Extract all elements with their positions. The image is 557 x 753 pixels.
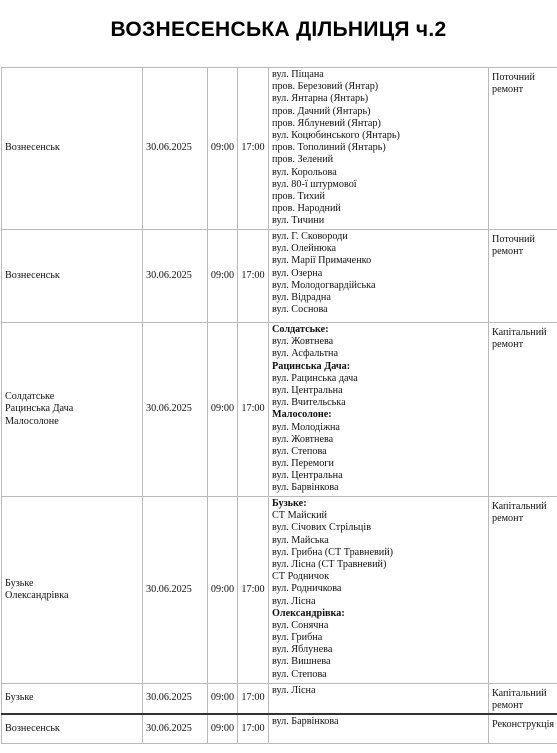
street-item: вул. Барвінкова bbox=[272, 482, 339, 494]
street-item: вул. Центральна bbox=[272, 470, 343, 482]
table-row bbox=[2, 714, 557, 744]
schedule-body bbox=[2, 68, 557, 744]
settlement-cell bbox=[2, 497, 143, 684]
street-item: вул. 80-ї штурмової bbox=[272, 178, 357, 190]
settlement-heading: Солдатське: bbox=[272, 324, 329, 335]
work-type-cell: Поточний ремонт bbox=[489, 68, 557, 230]
street-item: вул. Вчительська bbox=[272, 397, 346, 409]
street-item: вул. Янтарна (Янтарь) bbox=[272, 93, 369, 105]
street-item: вул. Родничкова bbox=[272, 583, 342, 595]
date-cell: 30.06.2025 bbox=[143, 68, 208, 230]
street-item: вул. Лісна (СТ Травневий) bbox=[272, 558, 387, 570]
settlement-cell bbox=[2, 68, 143, 230]
street-item: вул. Тичини bbox=[272, 215, 325, 227]
end-time-cell: 17:00 bbox=[238, 714, 269, 744]
start-time-cell: 09:00 bbox=[208, 68, 238, 230]
table-row bbox=[2, 497, 557, 684]
street-item: вул. Барвінкова bbox=[272, 715, 339, 727]
street-item: вул. Соснова bbox=[272, 304, 328, 316]
streets-cell bbox=[269, 323, 489, 497]
street-item: вул. Молодогвардійська bbox=[272, 279, 376, 291]
street-item: пров. Тихий bbox=[272, 190, 325, 202]
street-item: вул. Лісна bbox=[272, 685, 316, 696]
start-time-cell: 09:00 bbox=[208, 323, 238, 497]
settlement-cell bbox=[2, 684, 143, 714]
street-item: вул. Грибна (СТ Травневий) bbox=[272, 546, 394, 558]
street-item: вул. Жовтнева bbox=[272, 433, 334, 445]
street-item: вул. Лісна bbox=[272, 595, 316, 607]
work-type-cell: Капітальний ремонт bbox=[489, 684, 557, 714]
street-item: вул. Олейнюка bbox=[272, 243, 337, 255]
street-item: пров. Дачний (Янтарь) bbox=[272, 105, 371, 117]
street-item: вул. Грибна bbox=[272, 632, 323, 644]
start-time-cell: 09:00 bbox=[208, 497, 238, 684]
settlement-name: Вознесенськ bbox=[5, 722, 60, 734]
street-item: вул. Озерна bbox=[272, 267, 323, 279]
street-item: пров. Яблуневий (Янтар) bbox=[272, 117, 381, 129]
street-item: вул. Степова bbox=[272, 668, 327, 680]
work-type-cell: Поточний ремонт bbox=[489, 230, 557, 323]
street-item: вул. Молодіжна bbox=[272, 421, 340, 433]
street-item: вул. Січових Стрільців bbox=[272, 522, 372, 534]
street-item: вул. Центральна bbox=[272, 384, 343, 396]
settlement-heading: Бузьке: bbox=[272, 498, 307, 509]
end-time-cell: 17:00 bbox=[238, 230, 269, 323]
street-item: вул. Жовтнева bbox=[272, 336, 334, 348]
street-item: вул. Яблунева bbox=[272, 644, 333, 656]
end-time-cell: 17:00 bbox=[238, 68, 269, 230]
settlement-cell bbox=[2, 323, 143, 497]
street-item: вул. Вишнева bbox=[272, 656, 331, 668]
street-item: пров. Тополиний (Янтарь) bbox=[272, 142, 386, 154]
street-item: вул. Перемоги bbox=[272, 458, 334, 470]
end-time-cell: 17:00 bbox=[238, 497, 269, 684]
settlement-name: Вознесенськ bbox=[5, 269, 60, 281]
settlement-name: Бузьке bbox=[5, 692, 34, 704]
page-title: ВОЗНЕСЕНСЬКА ДІЛЬНИЦЯ ч.2 bbox=[110, 18, 447, 41]
date-cell: 30.06.2025 bbox=[143, 714, 208, 744]
streets-cell bbox=[269, 684, 489, 714]
settlement-name: Малосолоне bbox=[5, 415, 59, 427]
work-type-cell: Реконструкція bbox=[489, 714, 557, 744]
date-cell: 30.06.2025 bbox=[143, 684, 208, 714]
street-item: пров. Народний bbox=[272, 203, 341, 215]
streets-cell bbox=[269, 230, 489, 323]
settlement-cell bbox=[2, 714, 143, 744]
work-type-cell: Капітальний ремонт bbox=[489, 323, 557, 497]
settlement-name: Бузьке bbox=[5, 577, 34, 589]
table-row bbox=[2, 230, 557, 323]
work-type-cell: Капітальний ремонт bbox=[489, 497, 557, 684]
end-time-cell: 17:00 bbox=[238, 684, 269, 714]
streets-cell bbox=[269, 714, 489, 744]
street-item: вул. Відрадна bbox=[272, 291, 331, 303]
date-cell: 30.06.2025 bbox=[143, 323, 208, 497]
start-time-cell: 09:00 bbox=[208, 230, 238, 323]
street-item: вул. Г. Сковороди bbox=[272, 231, 348, 242]
street-item: пров. Березовий (Янтар) bbox=[272, 81, 379, 93]
table-row bbox=[2, 684, 557, 714]
start-time-cell: 09:00 bbox=[208, 684, 238, 714]
street-item: пров. Зелений bbox=[272, 154, 334, 166]
street-item: вул. Коцюбинського (Янтарь) bbox=[272, 129, 400, 141]
street-item: вул. Рацинська дача bbox=[272, 372, 358, 384]
end-time-cell: 17:00 bbox=[238, 323, 269, 497]
street-item: вул. Марії Примаченко bbox=[272, 255, 372, 267]
street-item: вул. Степова bbox=[272, 445, 327, 457]
settlement-name: Солдатське bbox=[5, 391, 55, 403]
table-row bbox=[2, 323, 557, 497]
street-item: СТ Майский bbox=[272, 510, 327, 522]
settlement-heading: Олександрівка: bbox=[272, 607, 345, 619]
date-cell: 30.06.2025 bbox=[143, 230, 208, 323]
start-time-cell: 09:00 bbox=[208, 714, 238, 744]
settlement-heading: Рацинська Дача: bbox=[272, 360, 351, 372]
street-item: вул. Корольова bbox=[272, 166, 337, 178]
streets-cell bbox=[269, 68, 489, 230]
settlement-cell bbox=[2, 230, 143, 323]
settlement-name: Рацинська Дача bbox=[5, 403, 74, 415]
street-item: вул. Майська bbox=[272, 534, 329, 546]
street-item: вул. Піщана bbox=[272, 69, 324, 80]
street-item: СТ Родничок bbox=[272, 571, 330, 583]
settlement-name: Вознесенськ bbox=[5, 142, 60, 154]
settlement-name: Олександрівка bbox=[5, 590, 69, 601]
settlement-heading: Малосолоне: bbox=[272, 409, 332, 421]
date-cell: 30.06.2025 bbox=[143, 497, 208, 684]
table-row bbox=[2, 68, 557, 230]
streets-cell bbox=[269, 497, 489, 684]
outage-schedule-table bbox=[1, 67, 557, 744]
street-item: вул. Асфальтна bbox=[272, 348, 339, 360]
street-item: вул. Сонячна bbox=[272, 619, 329, 631]
